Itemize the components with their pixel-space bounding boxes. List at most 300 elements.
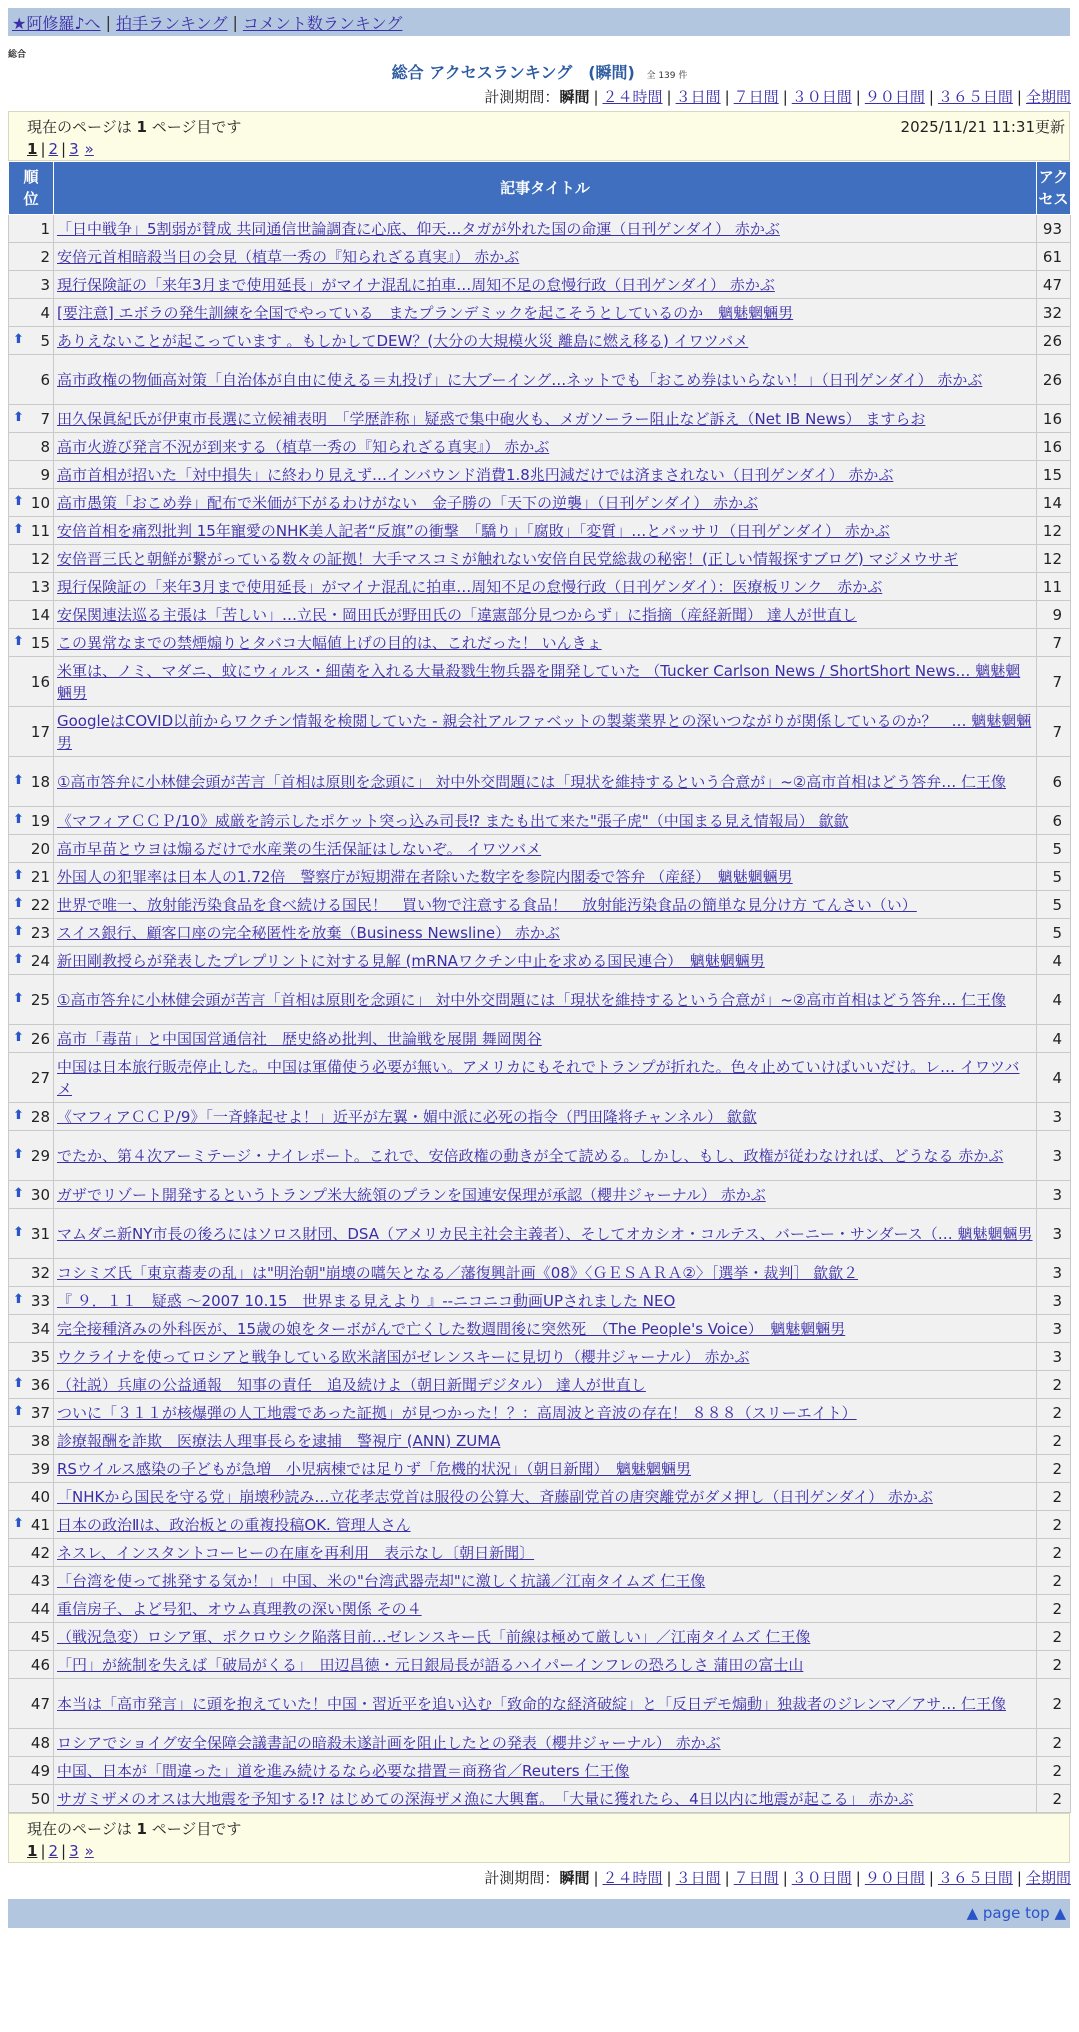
title-cell [54,757,1037,807]
access-count: 2 [1037,1371,1071,1399]
rank-cell [9,707,54,757]
title-cell [54,299,1037,327]
access-count: 5 [1037,835,1071,863]
table-row [9,835,1071,863]
period-option-link[interactable]: ２４時間 [602,88,663,106]
table-row [9,1287,1071,1315]
rank-cell [9,1371,54,1399]
table-row [9,215,1071,243]
article-link[interactable]: 現行保険証の「来年3月まで使用延長」がマイナ混乱に拍車…周知不足の怠慢行政（日刊ゲンダイ） 赤かぶ [57,275,775,294]
table-row [9,405,1071,433]
rank-cell [9,975,54,1025]
article-link[interactable]: 中国、日本が「間違った」道を進み続けるなら必要な措置＝商務省／Reuters 仁王像 [57,1761,630,1780]
rank-cell [9,1785,54,1813]
table-row [9,1343,1071,1371]
rank-number: 31 [30,1224,50,1243]
table-row [9,1181,1071,1209]
rank-cell [9,1511,54,1539]
rank-up-arrow-icon: ⬆ [13,1515,24,1531]
col-access-label: アク セス [1038,168,1069,208]
page-link[interactable]: 3 [69,1842,79,1860]
rank-number: 12 [30,549,50,568]
ranking-table-body [9,215,1071,1813]
access-count: 2 [1037,1399,1071,1427]
period-current: 瞬間 [559,1869,590,1887]
title-cell [54,891,1037,919]
article-link[interactable]: 安保関連法巡る主張は「苦しい」…立民・岡田氏が野田氏の「違憲部分見つからず」に指摘（産経新聞） 達人が世直し [57,605,857,624]
article-link[interactable]: 外国人の犯罪率は日本人の1.72倍 警察庁が短期滞在者除いた数字を参院内閣委で答弁 （産経） 魑魅魍魎男 [57,867,793,886]
table-row [9,1623,1071,1651]
home-link[interactable]: ★阿修羅♪へ [12,13,101,33]
access-count: 6 [1037,757,1071,807]
table-row [9,271,1071,299]
current-page-label: 現在のページは [27,1820,132,1838]
article-link[interactable]: 米軍は、ノミ、マダニ、蚊にウィルス・細菌を入れる大量殺戮生物兵器を開発していた （Tucker Carlson News / ShortShort News… 魑魅魍魎男 [57,661,1021,702]
rank-cell [9,1729,54,1757]
title-cell [54,919,1037,947]
title-cell [54,807,1037,835]
section-tag: 総合 [8,50,27,60]
rank-cell [9,1595,54,1623]
rank-number: 16 [30,672,50,691]
pagination [27,140,94,158]
rank-up-arrow-icon: ⬆ [13,923,24,939]
title-cell [54,1511,1037,1539]
period-option-link[interactable]: ７日間 [733,88,779,106]
article-link[interactable]: 高市「毒苗」と中国国営通信社 歴史絡め批判、世論戦を展開 舞岡関谷 [57,1029,542,1048]
rank-number: 5 [40,331,50,350]
article-link[interactable]: 診療報酬を詐欺 医療法人理事長らを逮捕 警視庁 (ANN) ZUMA [57,1431,501,1450]
access-count: 7 [1037,657,1071,707]
period-option-link[interactable]: ３日間 [675,88,721,106]
table-row [9,1371,1071,1399]
rank-up-arrow-icon: ⬆ [13,1029,24,1045]
article-link[interactable]: 現行保険証の「来年3月まで使用延長」がマイナ混乱に拍車…周知不足の怠慢行政（日刊ゲンダイ）：医療板リンク 赤かぶ [57,577,883,596]
table-row [9,657,1071,707]
next-page-link[interactable]: » [84,140,94,158]
rank-number: 17 [30,722,50,741]
title-cell [54,489,1037,517]
rank-number: 19 [30,811,50,830]
rank-up-arrow-icon: ⬆ [13,633,24,649]
article-link[interactable]: 重信房子、よど号犯、オウム真理教の深い関係 その４ [57,1599,422,1618]
rank-number: 34 [30,1319,50,1338]
rank-number: 47 [30,1694,50,1713]
period-separator: | [855,88,861,106]
page-link[interactable]: 3 [69,140,79,158]
rank-up-arrow-icon: ⬆ [13,1375,24,1391]
article-link[interactable]: （社説）兵庫の公益通報 知事の責任 追及続けよ（朝日新聞デジタル） 達人が世直し [57,1375,646,1394]
access-count: 2 [1037,1651,1071,1679]
access-count: 2 [1037,1679,1071,1729]
table-row [9,1539,1071,1567]
rank-cell [9,1181,54,1209]
rank-cell [9,891,54,919]
article-link[interactable]: 安倍晋三氏と朝鮮が繋がっている数々の証拠！大手マスコミが触れない安倍自民党総裁の秘密！(正しい情報探すブログ) マジメウサギ [57,549,959,568]
page-separator: | [61,1842,67,1860]
table-row [9,947,1071,975]
title-cell [54,545,1037,573]
article-link[interactable]: RSウイルス感染の子どもが急増 小児病棟では足りず「危機的状況」（朝日新聞） 魑魅魍魎男 [57,1459,692,1478]
rank-cell [9,489,54,517]
title-cell [54,1427,1037,1455]
article-link[interactable]: 安倍首相を痛烈批判 15年寵愛のNHK美人記者“反旗”の衝撃 「驕り」「腐敗」「変質」…とバッサリ（日刊ゲンダイ） 赤かぶ [57,521,890,540]
rank-number: 8 [40,437,50,456]
current-page-suffix: ページ目です [151,1820,242,1838]
article-link[interactable]: 田久保眞紀氏が伊東市長選に立候補表明 「学歴詐称」疑惑で集中砲火も、メガソーラー阻止など訴え（Net IB News） ますらお [57,409,926,428]
title-cell [54,975,1037,1025]
rank-number: 11 [30,521,50,540]
col-access-header [1037,162,1071,215]
access-count: 11 [1037,573,1071,601]
period-option-link[interactable]: ９０日間 [864,88,925,106]
rank-up-arrow-icon: ⬆ [13,493,24,509]
table-row [9,807,1071,835]
col-rank-label: 順 位 [23,168,39,208]
nav-separator: | [232,12,238,32]
title-cell [54,517,1037,545]
rank-up-arrow-icon: ⬆ [13,1403,24,1419]
access-count: 4 [1037,1053,1071,1103]
period-option-link[interactable]: ３６５日間 [937,1869,1013,1887]
access-count: 5 [1037,863,1071,891]
article-link[interactable]: 本当は「高市発言」に頭を抱えていた！中国・習近平を追い込む「致命的な経済破綻」と「反日デモ煽動」独裁者のジレンマ／アサ… 仁王像 [57,1694,1007,1713]
rank-number: 42 [30,1543,50,1562]
next-page-link[interactable]: » [84,1842,94,1860]
current-page-number: 1 [136,1820,147,1838]
article-link[interactable]: ガザでリゾート開発するというトランプ米大統領のプランを国連安保理が承認（櫻井ジャーナル） 赤かぶ [57,1185,766,1204]
table-row [9,489,1071,517]
current-page-suffix: ページ目です [151,118,242,136]
page-current: 1 [27,1842,38,1860]
current-page-label: 現在のページは [27,118,132,136]
period-separator: | [928,88,934,106]
rank-cell [9,1103,54,1131]
rank-number: 6 [40,370,50,389]
rank-cell [9,433,54,461]
rank-number: 25 [30,990,50,1009]
article-link[interactable]: [要注意] エボラの発生訓練を全国でやっている またプランデミックを起こそうとしているのか 魑魅魍魎男 [57,303,794,322]
page-current: 1 [27,140,38,158]
access-count: 3 [1037,1209,1071,1259]
title-cell [54,1399,1037,1427]
access-count: 3 [1037,1131,1071,1181]
access-count: 3 [1037,1287,1071,1315]
period-selector-top [484,86,1071,107]
rank-up-arrow-icon: ⬆ [13,772,24,788]
rank-cell [9,1343,54,1371]
period-separator: | [782,88,788,106]
article-link[interactable]: でたか、第４次アーミテージ・ナイレポート。これで、安倍政権の動きが全て読める。しかし、もし、政権が従わなければ、どうなる 赤かぶ [57,1146,1004,1165]
table-row [9,1757,1071,1785]
article-link[interactable]: ネスレ、インスタントコーヒーの在庫を再利用 表示なし〔朝日新聞〕 [57,1543,535,1562]
table-row [9,1427,1071,1455]
rank-cell [9,1427,54,1455]
table-row [9,1483,1071,1511]
access-count: 7 [1037,629,1071,657]
table-row [9,757,1071,807]
article-link[interactable]: 高市首相が招いた「対中損失」に終わり見えず…インバウンド消費1.8兆円減だけでは済まされない（日刊ゲンダイ） 赤かぶ [57,465,894,484]
rank-number: 32 [30,1263,50,1282]
title-cell [54,1785,1037,1813]
article-link[interactable]: 「NHKから国民を守る党」崩壊秒読み…立花孝志党首は服役の公算大、斉藤副党首の唐突離党がダメ押し（日刊ゲンダイ） 赤かぶ [57,1487,933,1506]
rank-cell [9,863,54,891]
table-row [9,1025,1071,1053]
title-cell [54,1595,1037,1623]
period-option-link[interactable]: ３０日間 [791,1869,852,1887]
access-count: 2 [1037,1595,1071,1623]
footer-bar [8,1899,1070,1928]
table-row [9,545,1071,573]
rank-number: 39 [30,1459,50,1478]
title-cell [54,1567,1037,1595]
period-current: 瞬間 [559,88,590,106]
period-separator: | [666,1869,672,1887]
page-top-link[interactable]: ▲ page top ▲ [966,1904,1066,1922]
title-cell [54,1757,1037,1785]
rank-number: 2 [40,247,50,266]
article-link[interactable]: 日本の政治Ⅱは、政治板との重複投稿OK. 管理人さん [57,1515,411,1534]
title-cell [54,1679,1037,1729]
rank-number: 7 [40,409,50,428]
period-option-link[interactable]: ７日間 [733,1869,779,1887]
table-row [9,629,1071,657]
article-link[interactable]: 高市火遊び発言不況が到来する（植草一秀の『知られざる真実』） 赤かぶ [57,437,550,456]
rank-cell [9,1679,54,1729]
rank-cell [9,1757,54,1785]
article-link[interactable]: マムダニ新NY市長の後ろにはソロス財団、DSA（アメリカ民主社会主義者）、そしてオカシオ・コルテス、バーニー・サンダース（… 魑魅魍魎男 [57,1224,1033,1243]
access-count: 4 [1037,975,1071,1025]
title-cell [54,327,1037,355]
period-option-link[interactable]: 全期間 [1025,88,1071,106]
article-link[interactable]: スイス銀行、顧客口座の完全秘匿性を放棄（Business Newsline） 赤かぶ [57,923,560,942]
period-option-link[interactable]: ２４時間 [602,1869,663,1887]
article-link[interactable]: 《マフィアＣＣＰ/9》「一斉蜂起せよ！」近平が左翼・媚中派に必死の指令（門田隆将チャンネル） 歙歙 [57,1107,757,1126]
title-cell [54,707,1037,757]
title-cell [54,1315,1037,1343]
rank-up-arrow-icon: ⬆ [13,867,24,883]
page-separator: | [40,140,46,158]
title-cell [54,629,1037,657]
access-count: 26 [1037,355,1071,405]
rank-up-arrow-icon: ⬆ [13,331,24,347]
title-cell [54,835,1037,863]
access-count: 3 [1037,1315,1071,1343]
rank-number: 43 [30,1571,50,1590]
access-count: 2 [1037,1511,1071,1539]
access-count: 12 [1037,517,1071,545]
rank-number: 4 [40,303,50,322]
access-count: 2 [1037,1539,1071,1567]
article-link[interactable]: ウクライナを使ってロシアと戦争している欧米諸国がゼレンスキーに見切り（櫻井ジャーナル） 赤かぶ [57,1347,750,1366]
period-separator: | [666,88,672,106]
table-row [9,1399,1071,1427]
access-count: 61 [1037,243,1071,271]
clap-ranking-link[interactable]: 拍手ランキング [115,13,228,33]
ranking-table [8,161,1071,1813]
article-link[interactable]: 安倍元首相暗殺当日の会見（植草一秀の『知られざる真実』） 赤かぶ [57,247,520,266]
title-cell [54,1181,1037,1209]
rank-number: 22 [30,895,50,914]
rank-number: 9 [40,465,50,484]
period-separator: | [724,88,730,106]
title-cell [54,1483,1037,1511]
article-link[interactable]: 新田剛教授らが発表したプレプリントに対する見解 (mRNAワクチン中止を求める国民連合） 魑魅魍魎男 [57,951,765,970]
period-option-link[interactable]: ３０日間 [791,88,852,106]
rank-cell [9,1131,54,1181]
rank-cell [9,835,54,863]
rank-cell [9,757,54,807]
title-cell [54,1259,1037,1287]
rank-number: 49 [30,1761,50,1780]
rank-cell [9,405,54,433]
rank-cell [9,1287,54,1315]
table-row [9,1131,1071,1181]
article-link[interactable]: 「台湾を使って挑発する気か！」中国、米の"台湾武器売却"に激しく抗議／江南タイムズ 仁王像 [57,1571,706,1590]
rank-number: 30 [30,1185,50,1204]
article-link[interactable]: ありえないことが起こっています 。もしかしてDEW？(大分の大規模火災 離島に燃え移る) イワツバメ [57,331,749,350]
article-link[interactable]: 完全接種済みの外科医が、15歳の娘をターボがんで亡くした数週間後に突然死 （The People's Voice） 魑魅魍魎男 [57,1319,846,1338]
rank-cell [9,1259,54,1287]
rank-number: 10 [30,493,50,512]
article-link[interactable]: 中国は日本旅行販売停止した。中国は軍備使う必要が無い。アメリカにもそれでトランプが折れた。色々止めていけばいいだけ。レ… イワツバメ [57,1057,1020,1098]
rank-up-arrow-icon: ⬆ [13,1146,24,1162]
rank-cell [9,1455,54,1483]
rank-number: 48 [30,1733,50,1752]
table-row [9,1595,1071,1623]
rank-number: 44 [30,1599,50,1618]
rank-cell [9,919,54,947]
top-nav-bar [8,8,1070,36]
article-link[interactable]: 《マフィアＣＣＰ/10》威厳を誇示したポケット突っ込み司長⁉ またも出て来た"張子虎"（中国まる見え情報局） 歙歙 [57,811,849,830]
rank-number: 23 [30,923,50,942]
table-row [9,1729,1071,1757]
rank-number: 1 [40,219,50,238]
period-option-link[interactable]: 全期間 [1025,1869,1071,1887]
rank-number: 29 [30,1146,50,1165]
article-link[interactable]: ①高市答弁に小林健会頭が苦言「首相は原則を念頭に」 対中外交問題には「現状を維持するという合意が」~②高市首相はどう答弁… 仁王像 [57,772,1007,791]
rank-cell [9,807,54,835]
period-option-link[interactable]: ３日間 [675,1869,721,1887]
rank-number: 27 [30,1068,50,1087]
access-count: 16 [1037,433,1071,461]
article-link[interactable]: この異常なまでの禁煙煽りとタバコ大幅値上げの目的は、これだった！ いんきょ [57,633,602,652]
title-cell [54,1729,1037,1757]
period-separator: | [1016,88,1022,106]
title-cell [54,1343,1037,1371]
table-row [9,461,1071,489]
article-link[interactable]: 高市愚策「おこめ券」配布で米価が下がるわけがない 金子勝の「天下の逆襲」（日刊ゲンダイ） 赤かぶ [57,493,759,512]
rank-number: 36 [30,1375,50,1394]
rank-number: 21 [30,867,50,886]
article-link[interactable]: 世界で唯一、放射能汚染食品を食べ続ける国民！ 買い物で注意する食品！ 放射能汚染食品の簡単な見分け方 てんさい（い） [57,895,917,914]
access-count: 93 [1037,215,1071,243]
title-cell [54,657,1037,707]
rank-cell [9,1483,54,1511]
rank-number: 15 [30,633,50,652]
title-cell [54,1371,1037,1399]
period-separator: | [724,1869,730,1887]
page-link[interactable]: 2 [48,140,59,158]
page-link[interactable]: 2 [48,1842,59,1860]
table-row [9,355,1071,405]
rank-cell [9,271,54,299]
title-cell [54,1103,1037,1131]
rank-up-arrow-icon: ⬆ [13,1107,24,1123]
period-option-link[interactable]: ９０日間 [864,1869,925,1887]
title-cell [54,1131,1037,1181]
table-row [9,707,1071,757]
rank-cell [9,545,54,573]
rank-number: 40 [30,1487,50,1506]
rank-up-arrow-icon: ⬆ [13,409,24,425]
article-link[interactable]: コシミズ氏「東京蕎麦の乱」は"明治朝"崩壊の嚆矢となる／藩復興計画《08》〈ＧＥＳＡＲＡ②〉［選挙・裁判］ 歙歙２ [57,1263,859,1282]
access-count: 15 [1037,461,1071,489]
rank-up-arrow-icon: ⬆ [13,1291,24,1307]
rank-up-arrow-icon: ⬆ [13,811,24,827]
article-link[interactable]: 『 ９．１１ 疑惑 ～2007 10.15 世界まる見えより 』--ニコニコ動画UPされました NEO [57,1291,676,1310]
rank-number: 45 [30,1627,50,1646]
rank-cell [9,1209,54,1259]
comment-ranking-link[interactable]: コメント数ランキング [242,13,403,33]
access-count: 2 [1037,1483,1071,1511]
article-link[interactable]: ①高市答弁に小林健会頭が苦言「首相は原則を念頭に」 対中外交問題には「現状を維持するという合意が」~②高市首相はどう答弁… 仁王像 [57,990,1007,1009]
access-count: 2 [1037,1757,1071,1785]
rank-cell [9,517,54,545]
title-cell [54,405,1037,433]
table-row [9,517,1071,545]
article-link[interactable]: 高市政権の物価高対策「自治体が自由に使える＝丸投げ」に大ブーイング…ネットでも「おこめ券はいらない！」（日刊ゲンダイ） 赤かぶ [57,370,983,389]
rank-number: 3 [40,275,50,294]
article-link[interactable]: 「円」が統制を失えば「破局がくる」 田辺昌徳・元日銀局長が語るハイパーインフレの恐ろしさ 蒲田の富士山 [57,1655,804,1674]
period-label: 計測期間： [484,88,560,106]
rank-cell [9,657,54,707]
access-count: 4 [1037,1025,1071,1053]
title-cell [54,243,1037,271]
access-count: 2 [1037,1455,1071,1483]
table-row [9,863,1071,891]
rank-cell [9,1053,54,1103]
article-link[interactable]: 高市早苗とウヨは煽るだけで水産業の生活保証はしないぞ。 イワツバメ [57,839,542,858]
access-count: 2 [1037,1785,1071,1813]
table-row [9,327,1071,355]
access-count: 14 [1037,489,1071,517]
rank-cell [9,461,54,489]
article-link[interactable]: GoogleはCOVID以前からワクチン情報を検閲していた - 親会社アルファベットの製薬業界との深いつながりが関係しているのか？ … 魑魅魍魎男 [57,711,1032,752]
rank-up-arrow-icon: ⬆ [13,990,24,1006]
article-link[interactable]: 「日中戦争」5割弱が賛成 共同通信世論調査に心底、仰天…タガが外れた国の命運（日刊ゲンダイ） 赤かぶ [57,219,780,238]
table-row [9,891,1071,919]
access-count: 16 [1037,405,1071,433]
title-cell [54,1539,1037,1567]
rank-number: 26 [30,1029,50,1048]
current-page-text [27,116,241,137]
article-link[interactable]: （戦況急変）ロシア軍、ポクロウシク陥落目前…ゼレンスキー氏「前線は極めて厳しい」／江南タイムズ 仁王像 [57,1627,811,1646]
article-link[interactable]: ロシアでショイグ安全保障会議書記の暗殺未遂計画を阻止したとの発表（櫻井ジャーナル） 赤かぶ [57,1733,721,1752]
rank-up-arrow-icon: ⬆ [13,951,24,967]
access-count: 5 [1037,891,1071,919]
pagination-bottom [27,1842,94,1860]
period-label: 計測期間： [484,1869,560,1887]
period-option-link[interactable]: ３６５日間 [937,88,1013,106]
period-selector-bottom [484,1867,1071,1888]
rank-number: 20 [30,839,50,858]
rank-cell [9,947,54,975]
rank-cell [9,573,54,601]
article-link[interactable]: ついに「３１１が核爆弾の人工地震であった証拠」が見つかった！？：高周波と音波の存在！ ８８８（スリーエイト） [57,1403,857,1422]
article-link[interactable]: サガミザメのオスは大地震を予知する!? はじめての深海ザメ漁に大興奮。 「大量に獲れたら、4日以内に地震が起こる」 赤かぶ [57,1789,914,1808]
title-cell [54,355,1037,405]
